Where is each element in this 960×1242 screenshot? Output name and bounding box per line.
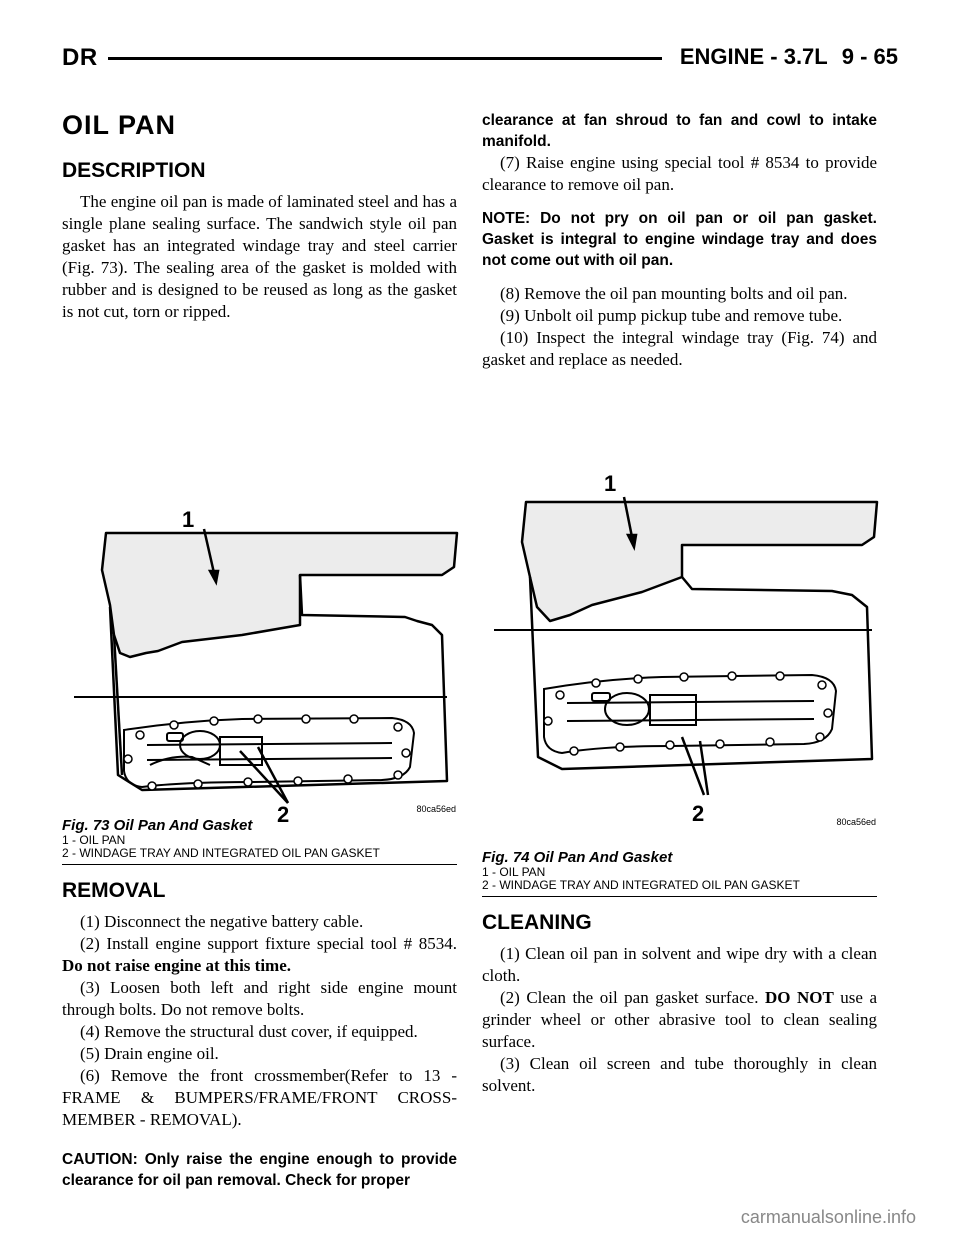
removal-step-3: (3) Loosen both left and right side engine mount through bolts. Do not remove bolts. bbox=[62, 978, 457, 1019]
removal-step-8: (8) Remove the oil pan mounting bolts and oil pan. bbox=[500, 284, 848, 303]
figure-73 bbox=[62, 335, 457, 865]
description-heading: DESCRIPTION bbox=[62, 159, 206, 182]
callout-1-fig74: 1 bbox=[604, 471, 617, 496]
removal-step-2-text: (2) Install engine support fixture special tool # 8534. bbox=[80, 934, 457, 953]
cleaning-heading: CLEANING bbox=[482, 911, 592, 934]
removal-step-4: (4) Remove the structural dust cover, if equipped. bbox=[80, 1022, 418, 1041]
removal-step-9: (9) Unbolt oil pump pickup tube and remove tube. bbox=[500, 306, 843, 325]
removal-step-2 bbox=[62, 933, 457, 977]
callout-2-fig74: 2 bbox=[692, 801, 705, 826]
cleaning-step-2-text-a: (2) Clean the oil pan gasket surface. bbox=[500, 988, 759, 1007]
cleaning-step-2 bbox=[482, 987, 877, 1053]
section-title: OIL PAN bbox=[62, 110, 177, 140]
right-column bbox=[482, 110, 877, 1097]
header-chapter-title: ENGINE - 3.7L bbox=[679, 44, 828, 69]
cleaning-step-3: (3) Clean oil screen and tube thoroughly in clean solvent. bbox=[482, 1054, 877, 1095]
cleaning-step-2-text-b: use a grinder wheel or other abrasive tool to clean sealing surface. bbox=[482, 988, 877, 1051]
cleaning-step-1: (1) Clean oil pan in solvent and wipe dry with a clean cloth. bbox=[482, 944, 877, 985]
header-rule bbox=[108, 57, 662, 60]
description-text: The engine oil pan is made of laminated steel and has a single plane sealing surface. The sandwich style oil pan gasket has an integrated windage tray and steel carrier (Fig. 73). The sealing area of the gasket is molded with rubber and is designed to be reused as long as the gasket is not cut, torn or ripped. bbox=[62, 192, 457, 321]
figure-73-legend bbox=[62, 834, 457, 865]
figure-73-legend-item-1: 1 - OIL PAN bbox=[62, 833, 126, 847]
removal-step-2-warning: Do not raise engine at this time. bbox=[62, 956, 292, 975]
figure-74-caption: Fig. 74 Oil Pan And Gasket bbox=[482, 849, 673, 866]
figure-74-legend-item-2: 2 - WINDAGE TRAY AND INTEGRATED OIL PAN GASKET bbox=[482, 878, 800, 892]
header-page-number: 9 - 65 bbox=[841, 44, 898, 69]
page-header bbox=[62, 44, 898, 74]
cleaning-step-2-warning: DO NOT bbox=[764, 988, 834, 1007]
removal-step-5: (5) Drain engine oil. bbox=[80, 1044, 219, 1063]
figure-74-code: 80ca56ed bbox=[836, 817, 876, 827]
removal-step-1: (1) Disconnect the negative battery cable. bbox=[80, 912, 364, 931]
figure-73-caption: Fig. 73 Oil Pan And Gasket bbox=[62, 817, 253, 834]
figure-73-legend-item-2: 2 - WINDAGE TRAY AND INTEGRATED OIL PAN GASKET bbox=[62, 846, 380, 860]
caution-continued: clearance at fan shroud to fan and cowl to intake manifold. bbox=[482, 112, 877, 150]
oil-pan-illustration-74 bbox=[482, 377, 877, 877]
removal-note: NOTE: Do not pry on oil pan or oil pan gasket. Gasket is integral to engine windage tray and does not come out with oil pan. bbox=[482, 210, 877, 269]
left-column bbox=[62, 110, 457, 1191]
figure-74 bbox=[482, 377, 877, 897]
callout-1-fig73: 1 bbox=[182, 507, 195, 532]
removal-heading: REMOVAL bbox=[62, 879, 166, 902]
header-section-code: DR bbox=[62, 44, 98, 71]
figure-74-legend-item-1: 1 - OIL PAN bbox=[482, 865, 546, 879]
header-chapter bbox=[680, 44, 898, 70]
removal-step-10: (10) Inspect the integral windage tray (Fig. 74) and gasket and replace as needed. bbox=[482, 328, 877, 369]
removal-step-7: (7) Raise engine using special tool # 8534 to provide clearance to remove oil pan. bbox=[482, 153, 877, 194]
removal-step-6: (6) Remove the front crossmember(Refer to 13 - FRAME & BUMPERS/FRAME/FRONT CROSS-MEMBER - REMOVAL). bbox=[62, 1066, 457, 1129]
figure-74-legend bbox=[482, 866, 877, 897]
watermark-link[interactable]: carmanualsonline.info bbox=[740, 1207, 916, 1227]
figure-73-code: 80ca56ed bbox=[416, 804, 456, 814]
removal-caution: CAUTION: Only raise the engine enough to provide clearance for oil pan removal. Check for proper bbox=[62, 1151, 457, 1189]
callout-2-fig73: 2 bbox=[277, 802, 290, 827]
